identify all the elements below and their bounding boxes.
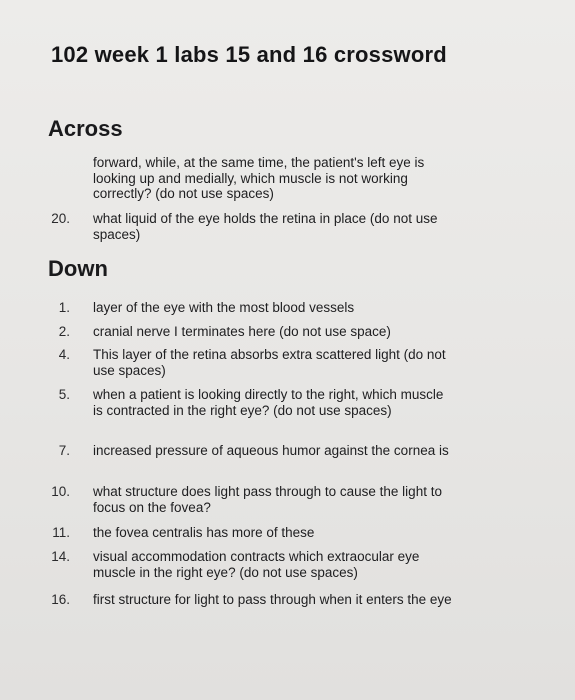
clue-number: 20. xyxy=(51,211,70,226)
clue-text: increased pressure of aqueous humor against the cornea is xyxy=(93,443,449,458)
clue-number: 4. xyxy=(58,347,70,362)
clue-text: the fovea centralis has more of these xyxy=(93,525,315,540)
clue-number: 11. xyxy=(52,525,70,540)
clue-number: 14. xyxy=(51,549,70,564)
clue-number: 10. xyxy=(51,484,70,499)
clue-number: 1. xyxy=(58,300,70,315)
page-title: 102 week 1 labs 15 and 16 crossword xyxy=(51,42,447,67)
across-heading: Across xyxy=(48,116,123,141)
clue-number: 7. xyxy=(58,443,70,458)
clue-number: 5. xyxy=(58,387,70,402)
clue-text: when a patient is looking directly to the right, which muscle is contracted in the right eye? (do not use spaces) xyxy=(93,387,444,418)
clue-text: layer of the eye with the most blood vessels xyxy=(93,300,355,315)
clue-text: forward, while, at the same time, the patient's left eye is looking up and medially, which muscle is not working correctly? (do not use spaces) xyxy=(93,155,425,201)
clue-text: what structure does light pass through to cause the light to focus on the fovea? xyxy=(93,484,442,515)
clue-text: cranial nerve I terminates here (do not use space) xyxy=(93,324,391,339)
down-heading: Down xyxy=(48,256,108,281)
clue-text: visual accommodation contracts which extraocular eye muscle in the right eye? (do not use spaces) xyxy=(93,549,420,580)
clue-text: This layer of the retina absorbs extra scattered light (do not use spaces) xyxy=(93,347,446,378)
clue-number: 16. xyxy=(51,592,70,607)
clue-number: 2. xyxy=(58,324,70,339)
clue-text: first structure for light to pass through when it enters the eye xyxy=(93,592,452,607)
clue-text: what liquid of the eye holds the retina in place (do not use spaces) xyxy=(93,211,438,242)
